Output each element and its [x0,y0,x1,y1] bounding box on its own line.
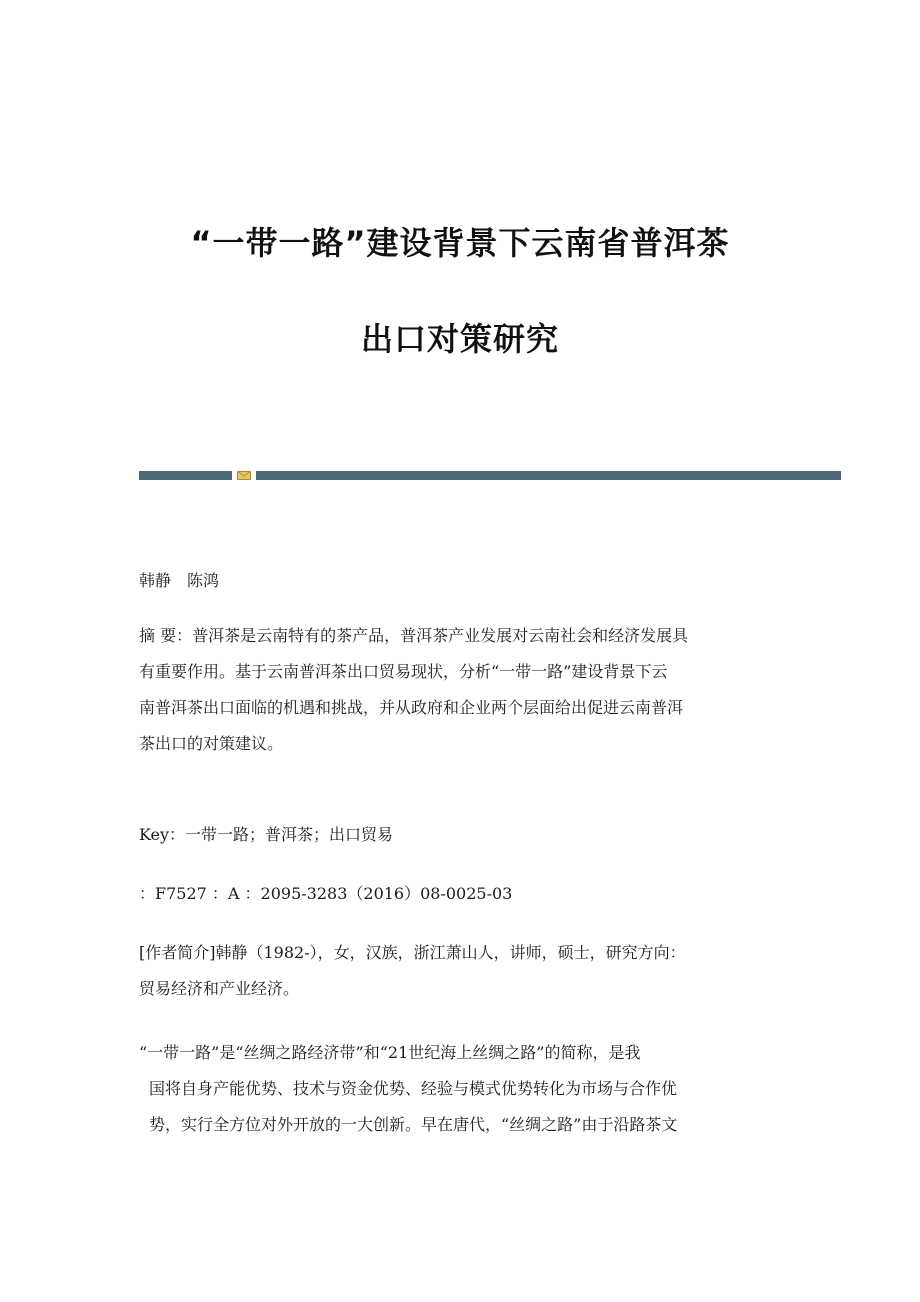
abstract-line: 有重要作用。基于云南普洱茶出口贸易现状，分析“一带一路”建设背景下云 [139,662,668,681]
body-line: 势，实行全方位对外开放的一大创新。早在唐代，“丝绸之路”由于沿路茶文 [149,1115,678,1134]
abstract-line: 茶出口的对策建议。 [139,734,284,753]
abstract-line: 摘 要：普洱茶是云南特有的茶产品，普洱茶产业发展对云南社会和经济发展具 [139,626,689,645]
abstract-line: 南普洱茶出口面临的机遇和挑战，并从政府和企业两个层面给出促进云南普洱 [139,698,684,717]
author-names: 韩静 陈鸿 [139,571,220,590]
author-intro-line: [作者简介]韩静（1982-），女，汉族，浙江萧山人，讲师，硕士，研究方向： [139,943,686,962]
body-line: 国将自身产能优势、技术与资金优势、经验与模式优势转化为市场与合作优 [149,1079,678,1098]
divider-bar-left [139,471,232,480]
document-title-line-2: 出口对策研究 [360,320,559,358]
divider-bar-right [256,471,841,480]
document-title-line-1: “一带一路”建设背景下云南省普洱茶 [190,224,730,262]
body-paragraph [139,1035,789,1143]
author-introduction [139,935,789,1007]
title-divider [139,471,841,480]
classification-codes: ：F7527 ：A ：2095-3283（2016）08-0025-03 [139,884,513,903]
abstract [139,618,789,762]
author-intro-line: 贸易经济和产业经济。 [139,979,300,998]
envelope-icon [237,471,251,480]
body-line: “一带一路”是“丝绸之路经济带”和“21世纪海上丝绸之路”的简称，是我 [139,1043,641,1062]
keywords: Key：一带一路；普洱茶；出口贸易 [139,825,394,844]
